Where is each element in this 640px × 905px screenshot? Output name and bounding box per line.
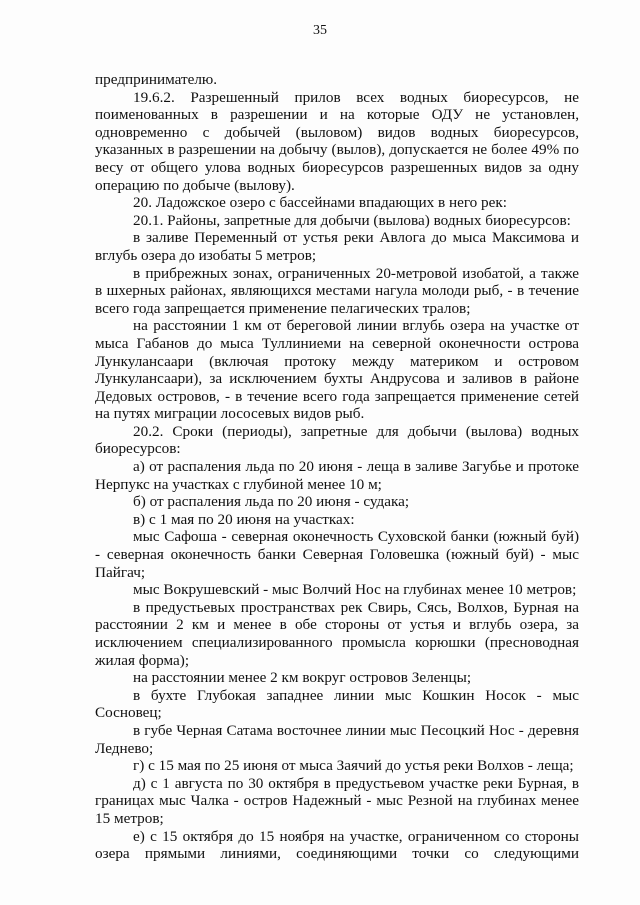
paragraph-river-mouths: в предустьевых пространствах рек Свирь, Сясь, Волхов, Бурная на расстоянии 2 км и менее в обе стороны от устья и вглубь озера, за исключением специализированного промысла корюшки (пресноводная жилая форма);: [95, 598, 579, 669]
paragraph-pereменный-bay: в заливе Переменный от устья реки Авлога до мыса Максимова и вглубь озера до изобаты 5 метров;: [95, 229, 579, 264]
paragraph-item-v: в) с 1 мая по 20 июня на участках:: [133, 510, 355, 528]
paragraph-vokrushevsky-cape: мыс Вокрушевский - мыс Волчий Нос на глубинах менее 10 метров;: [133, 581, 577, 599]
paragraph-chernaya-satama: в губе Черная Сатама восточнее линии мыс Песоцкий Нос - деревня Леднево;: [95, 721, 579, 757]
paragraph-20-1-heading: 20.1. Районы, запретные для добычи (вылова) водных биоресурсов:: [133, 211, 571, 229]
paragraph-safosha-cape: мыс Сафоша - северная оконечность Суховской банки (южный буй) - северная оконечность банки Северная Головешка (южный буй) - мыс Пайгач;: [95, 528, 579, 581]
paragraph-item-e: е) с 15 октября до 15 ноября на участке, ограниченном со стороны озера прямыми линиями, соединяющими точки со следующими: [95, 827, 579, 863]
paragraph-item-g: г) с 15 мая по 25 июня от мыса Заячий до устья реки Волхов - леща;: [133, 757, 574, 775]
paragraph-20-2-heading: 20.2. Сроки (периоды), запретные для добычи (вылова) водных биоресурсов:: [95, 422, 579, 458]
paragraph-gabanov-cape: на расстоянии 1 км от береговой линии вглубь озера на участке от мыса Габанов до мыса Туллиниеми на северной оконечности острова Лункулансаари (включая протоку между материком и островом Лункулансаари), за исключением бухты Андрусова и заливов в районе Дедовых островов, - в течение всего года запрещается применение сетей на путях миграции лососевых видов рыб.: [95, 317, 579, 423]
paragraph-item-a: а) от распаления льда по 20 июня - леща в заливе Загубье и протоке Нерпукс на участках с глубиной менее 10 м;: [95, 458, 579, 493]
paragraph-continuation: предпринимателю.: [95, 71, 218, 88]
paragraph-20-heading: 20. Ладожское озеро с бассейнами впадающих в него рек:: [133, 194, 507, 212]
paragraph-coastal-zones: в прибрежных зонах, ограниченных 20-метровой изобатой, а также в шхерных районах, являющихся местами нагула молоди рыб, - в течение всего года запрещается применение пелагических тралов;: [95, 264, 579, 317]
paragraph-19-6-2: 19.6.2. Разрешенный прилов всех водных биоресурсов, не поименованных в разрешении и на которые ОДУ не установлен, одновременно с добычей (выловом) видов водных биоресурсов, указанных в разрешении на добычу (вылов), допускается не более 49% по весу от общего улова водных биоресурсов разрешенных видов за одну операцию по добыче (вылову).: [95, 88, 579, 194]
page-number: 35: [313, 23, 327, 38]
paragraph-glubokaya-bay: в бухте Глубокая западнее линии мыс Кошкин Носок - мыс Сосновец;: [95, 686, 579, 722]
paragraph-item-d: д) с 1 августа по 30 октября в предустьевом участке реки Бурная, в границах мыс Чалка - остров Надежный - мыс Резной на глубинах менее 15 метров;: [95, 774, 579, 827]
document-body: [95, 71, 579, 863]
paragraph-zelentsy-islands: на расстоянии менее 2 км вокруг островов Зеленцы;: [133, 669, 472, 687]
paragraph-item-b: б) от распаления льда по 20 июня - судака;: [133, 493, 410, 511]
